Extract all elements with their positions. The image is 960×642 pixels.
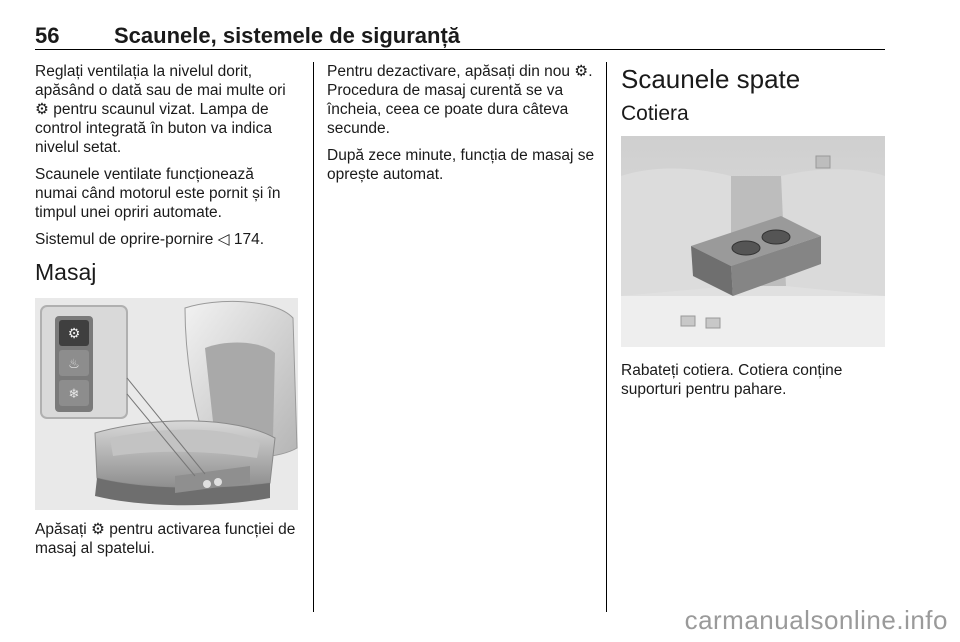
svg-text:⚙: ⚙ — [67, 326, 81, 342]
paragraph-stop-start: Sistemul de oprire-pornire ◁ 174. — [35, 231, 265, 248]
column-divider — [606, 62, 607, 612]
paragraph-auto-off: După zece minute, funcția de masaj se oprește automat. — [327, 147, 595, 183]
heading-massage: Masaj — [35, 259, 97, 285]
column-left — [35, 62, 300, 566]
paragraph-deactivate: Pentru dezactivare, apăsați din nou ⚙. Procedura de masaj curentă se va încheia, ceea ce poate dura câteva secunde. — [327, 63, 593, 137]
armrest-illustration — [621, 136, 885, 347]
heading-rear-seats: Scaunele spate — [621, 64, 801, 94]
massage-seat-illustration — [35, 298, 298, 510]
caption-massage: Apăsați ⚙ pentru activarea funcției de masaj al spatelui. — [35, 521, 296, 557]
column-divider — [313, 62, 314, 612]
svg-text:❄: ❄ — [68, 387, 80, 402]
watermark: carmanualsonline.info — [684, 605, 948, 635]
caption-armrest: Rabateți cotiera. Cotiera conține suporturi pentru pahare. — [621, 362, 843, 398]
column-right — [621, 62, 885, 407]
svg-text:♨: ♨ — [68, 357, 80, 372]
page-header — [35, 21, 885, 50]
section-title: Scaunele, sistemele de siguranță — [114, 23, 461, 48]
paragraph-ventilation: Reglați ventilația la nivelul dorit, apăsând o dată sau de mai multe ori ⚙ pentru scaunul vizat. Lampa de control integrată în buton va indica nivelul setat. — [35, 63, 286, 156]
heading-armrest: Cotiera — [621, 102, 689, 125]
paragraph-ventilated-seats: Scaunele ventilate funcționează numai când motorul este pornit și în timpul unei opriri automate. — [35, 166, 281, 221]
column-middle — [327, 62, 595, 192]
page-number: 56 — [35, 23, 60, 48]
